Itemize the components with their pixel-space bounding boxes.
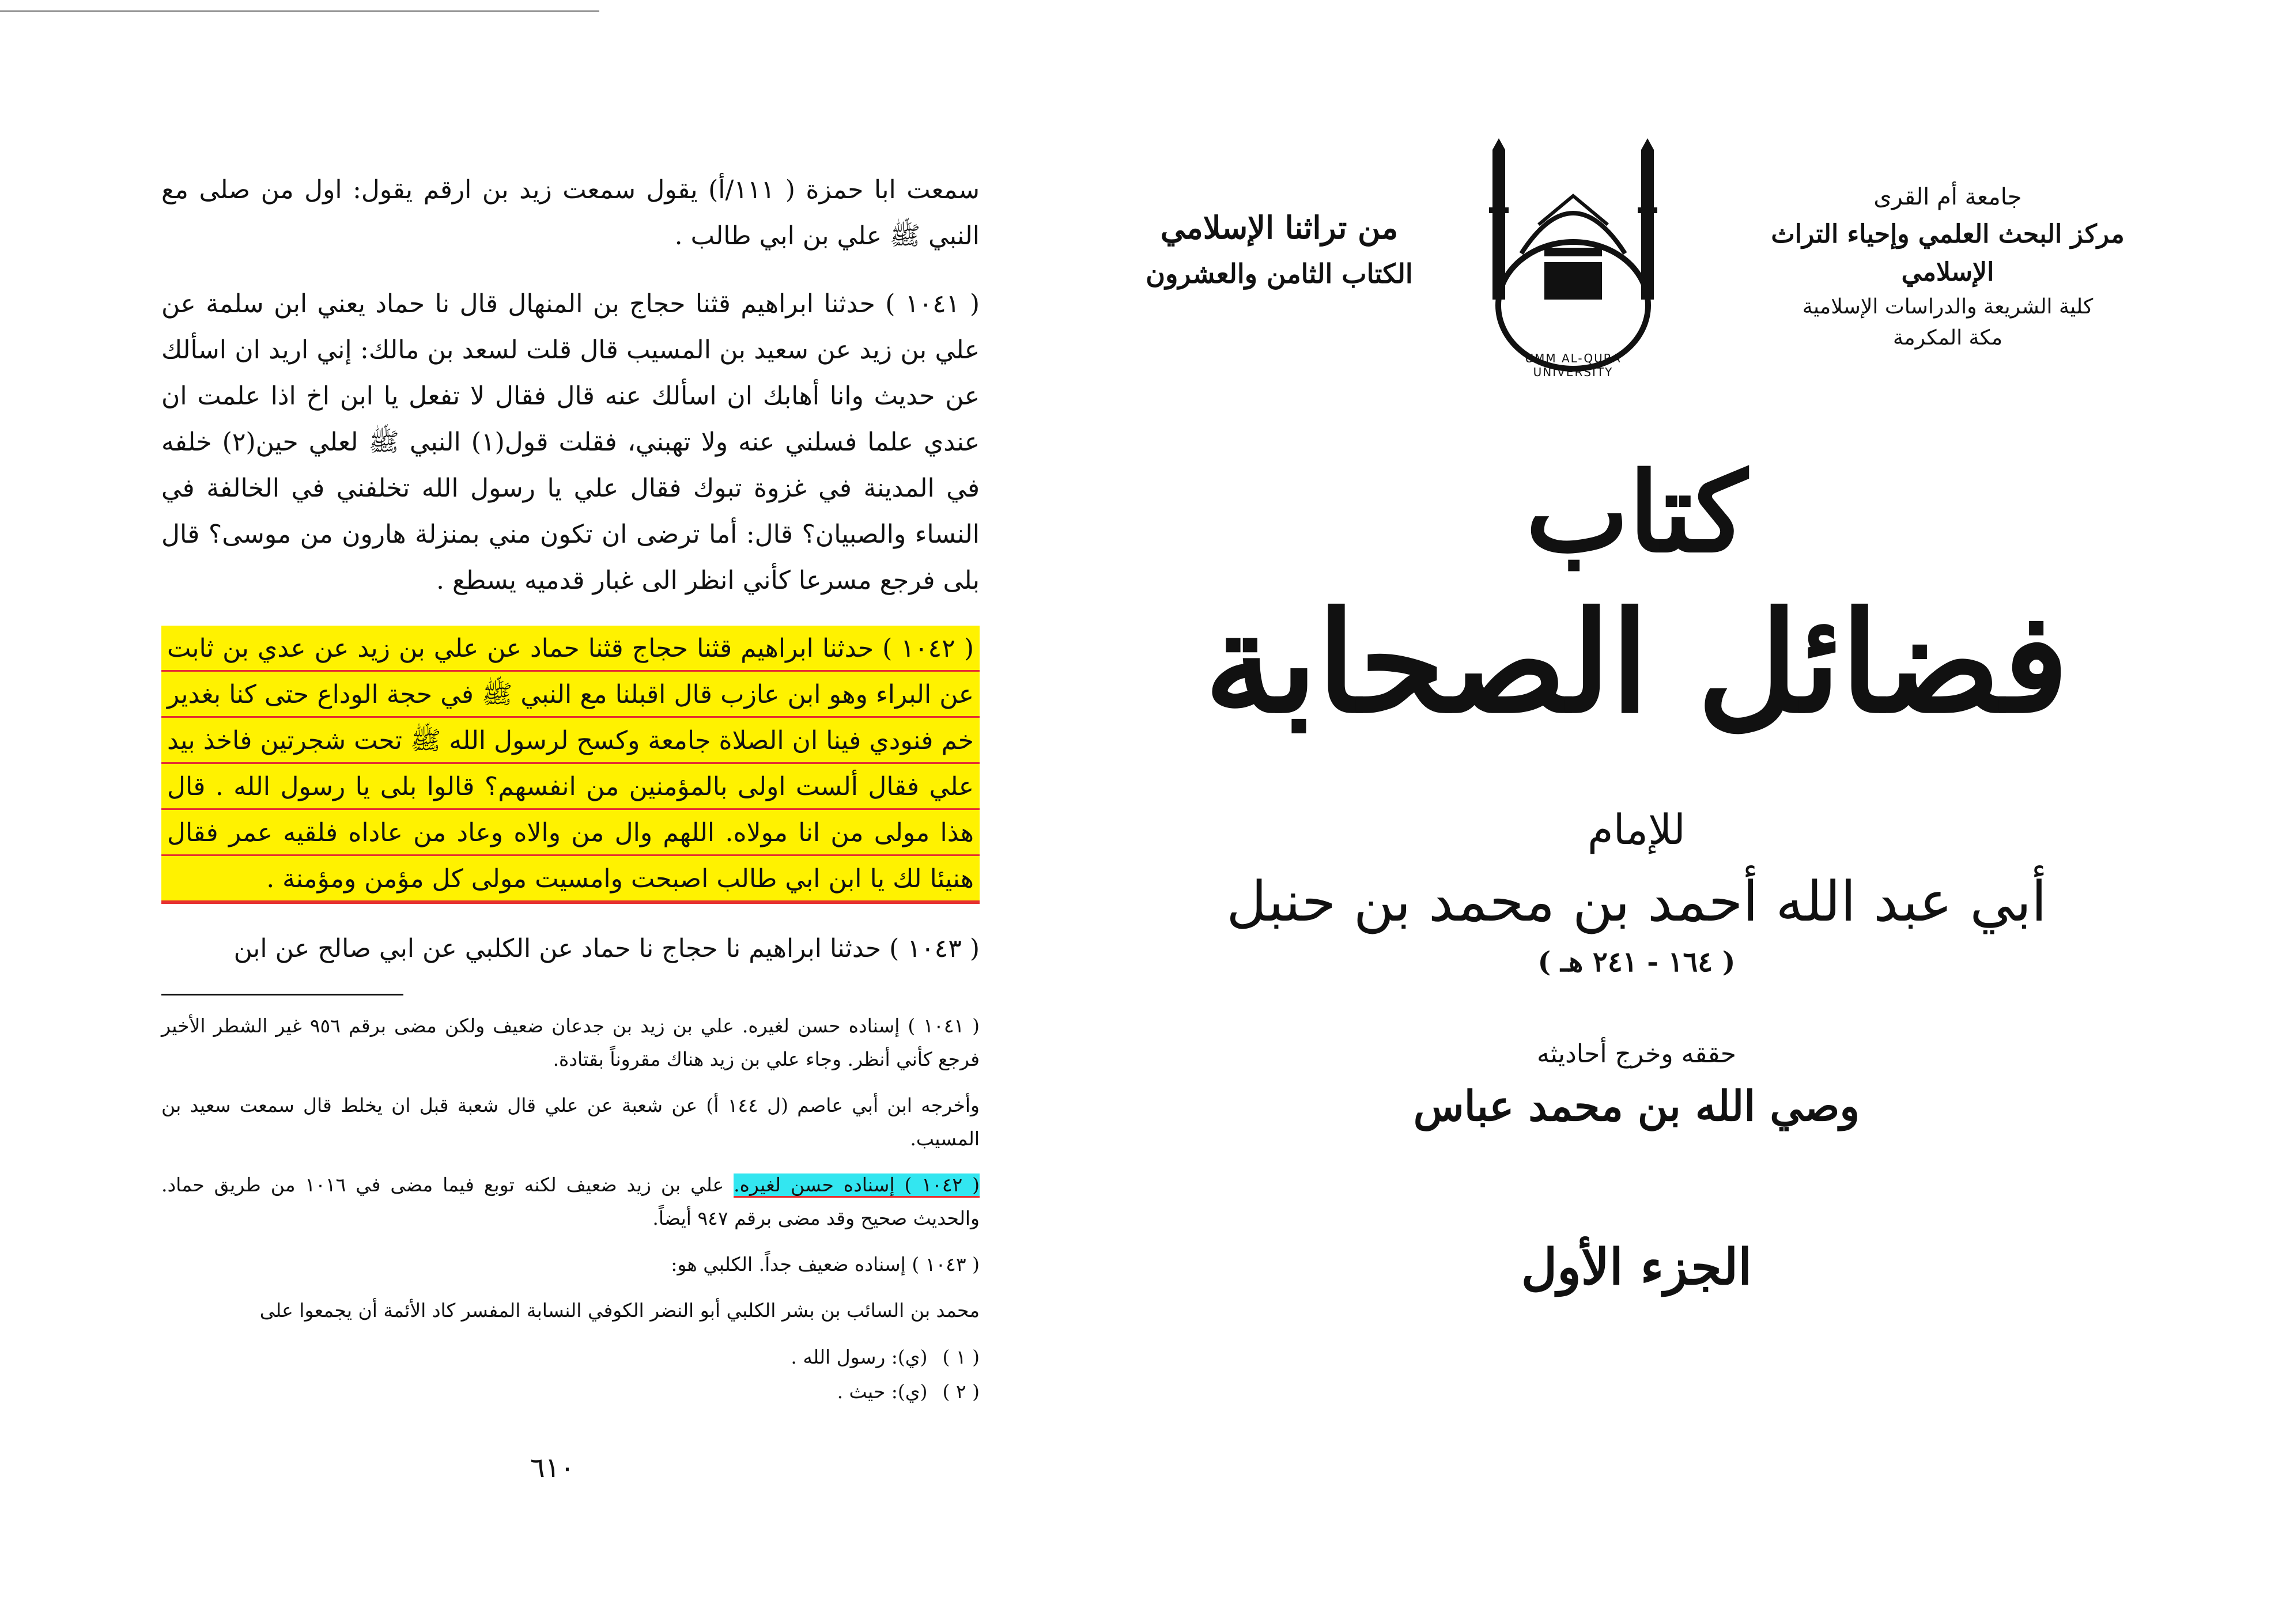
book-word: كتاب: [1525, 448, 1748, 577]
paragraph-1043: ( ١٠٤٣ ) حدثنا ابراهيم نا حجاج نا حماد عن الكلبي عن ابي صالح عن ابن: [233, 934, 980, 963]
college-name: كلية الشريعة والدراسات الإسلامية: [1802, 295, 2094, 319]
footnote-1042: [161, 1168, 980, 1235]
series-book-number: الكتاب الثامن والعشرون: [1146, 258, 1413, 289]
title-page: [1118, 127, 2155, 1486]
variant-note-2-text: (ي): حيث .: [837, 1380, 928, 1403]
page-number: ٦١٠: [530, 1452, 575, 1484]
editor-name: وصي الله بن محمد عباس: [1413, 1081, 1860, 1130]
editor-note: حققه وخرج أحاديثه: [1537, 1039, 1736, 1069]
footnote-separator: [161, 994, 403, 995]
author-dates: ( ١٦٤ - ٢٤١ هـ ): [1537, 946, 1736, 978]
author-prefix: للإمام: [1588, 805, 1686, 854]
footnote-1041-continued: وأخرجه ابن أبي عاصم (ل ١٤٤ أ) عن شعبة عن علي قال شعبة قبل ان يخلط قال سمعت سعيد بن المسيب.: [161, 1094, 980, 1150]
book-title: فضائل الصحابة: [1204, 581, 2069, 744]
series-header: [1118, 202, 1441, 294]
volume-label: الجزء الأول: [1521, 1238, 1752, 1296]
footnote-1041: ( ١٠٤١ ) إسناده حسن لغيره. علي بن زيد بن جدعان ضعيف ولكن مضى برقم ٩٥٦ غير الشطر الأخير فرجع كأني أنظر. وجاء علي بن زيد هناك مقروناً بقتادة.: [161, 1014, 980, 1070]
paragraph-1041: ( ١٠٤١ ) حدثنا ابراهيم قثنا حجاج بن المنهال قال نا حماد يعني ابن سلمة عن علي بن زيد عن سعيد بن المسيب قال قلت لسعد بن مالك: إني اريد ان اسألك عن حديث وانا أهابك ان اسألك عنه قال فقال لا تفعل يا ابن اخ اذا علمت ان عندي علما فسلني عنه ولا تهبني، فقلت قول(١) النبي ﷺ لعلي حين(٢) خلفه في المدينة في غزوة تبوك فقال علي يا رسول الله تخلفني في الخالفة في النساء والصبيان؟ قال: أما ترضى ان تكون مني بمنزلة هارون من موسى؟ قال بلى فرجع مسرعا كأني انظر الى غبار قدميه يسطع .: [161, 289, 980, 595]
variant-note-1-number: ( ١ ): [942, 1346, 980, 1368]
university-name: جامعة أم القرى: [1873, 184, 2022, 210]
footnote-1042-text: علي بن زيد ضعيف لكنه توبع فيما مضى في ١٠١٦ من طريق حماد. والحديث صحيح وقد مضى برقم ٩٤٧ أيضاً.: [161, 1173, 980, 1229]
institution-header: [1740, 179, 2155, 354]
university-seal-icon: [1481, 138, 1665, 380]
author-name: أبي عبد الله أحمد بن محمد بن حنبل: [1226, 869, 2047, 934]
research-center-name: مركز البحث العلمي وإحياء التراث الإسلامي: [1771, 219, 2125, 287]
footnote-1042-label-highlighted: ( ١٠٤٢ ) إسناده حسن لغيره.: [734, 1173, 980, 1198]
paragraph-intro: سمعت ابا حمزة ( ١١١/أ) يقول سمعت زيد بن ارقم يقول: اول من صلى مع النبي ﷺ علي بن ابي طالب .: [161, 175, 980, 251]
footnote-1043: ( ١٠٤٣ ) إسناده ضعيف جداً. الكلبي هو:: [671, 1253, 980, 1275]
variant-note-2: [161, 1375, 980, 1409]
scan-top-line: [0, 10, 599, 12]
series-name: من تراثنا الإسلامي: [1160, 209, 1399, 246]
left-page: [161, 167, 980, 1504]
city-name: مكة المكرمة: [1892, 326, 2003, 350]
variant-note-1: [161, 1340, 980, 1375]
footnote-1043-continued: محمد بن السائب بن بشر الكلبي أبو النضر الكوفي النسابة المفسر كاد الأئمة أن يجمعوا على: [259, 1299, 980, 1322]
variant-note-2-number: ( ٢ ): [942, 1380, 980, 1403]
variant-note-1-text: (ي): رسول الله .: [791, 1346, 928, 1368]
seal-caption: UMM AL-QURA UNIVERSITY: [1525, 351, 1622, 379]
paragraph-1042-highlighted: ( ١٠٤٢ ) حدثنا ابراهيم قثنا حجاج قثنا حماد عن علي بن زيد عن عدي بن ثابت عن البراء وهو ابن عازب قال اقبلنا مع النبي ﷺ في حجة الوداع حتى كنا بغدير خم فنودي فينا ان الصلاة جامعة وكسح لرسول الله ﷺ تحت شجرتين فاخذ بيد علي فقال ألست اولى بالمؤمنين من انفسهم؟ قالوا بلى يا رسول الله . قال هذا مولى من انا مولاه. اللهم وال من والاه وعاد من عاداه فلقيه عمر فقال هنيئا لك يا ابن ابي طالب اصبحت وامسيت مولى كل مؤمن ومؤمنة .: [161, 626, 980, 904]
